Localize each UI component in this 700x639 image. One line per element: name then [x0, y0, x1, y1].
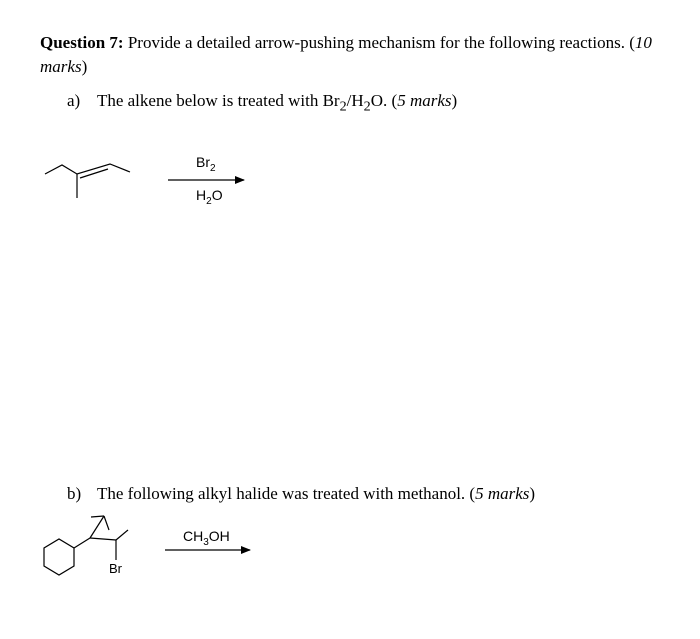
question-close: )	[81, 57, 88, 76]
question-marks: 10 marks	[40, 33, 652, 76]
part-a-text: a) The alkene below is treated with $Br_2/H_2O$. (5 marks)	[67, 91, 458, 115]
bromine-label: Br	[109, 561, 122, 576]
part-a-marks: 5 marks	[397, 91, 452, 110]
reagent-br2: $Br_2$	[196, 154, 216, 174]
part-b-marks: 5 marks	[475, 484, 530, 503]
alkene-structure	[45, 164, 130, 198]
reagent-h2o: $H_2O$	[196, 187, 223, 207]
question-label: Question 7:	[40, 33, 124, 52]
part-a-letter: a)	[67, 91, 81, 110]
question-prompt: Provide a detailed arrow-pushing mechanism for the following reactions. (	[127, 33, 635, 52]
part-b-text: b) The following alkyl halide was treated with methanol. (5 marks)	[67, 484, 536, 503]
reagent-methanol: $CH_3OH$	[183, 528, 230, 548]
part-b-letter: b)	[67, 484, 82, 503]
